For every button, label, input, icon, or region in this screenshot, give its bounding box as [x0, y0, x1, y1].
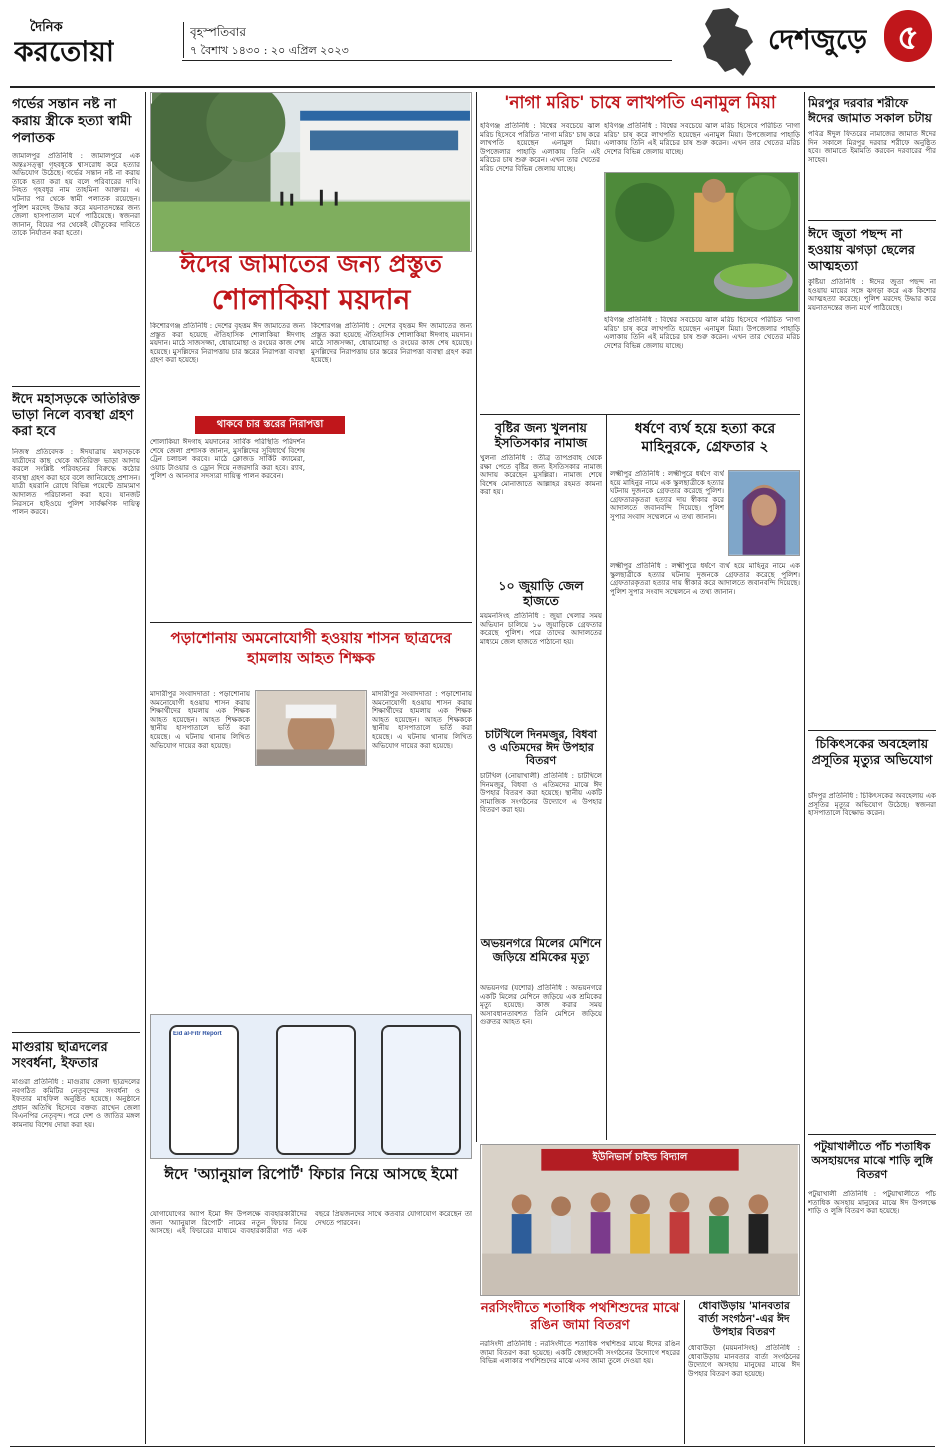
- story-magura: মাগুরা প্রতিনিধি : মাগুরায় জেলা ছাত্রদলের নবগঠিত কমিটির নেতৃবৃন্দের সংবর্ধনা ও ইফতার মাহফিল অনুষ্ঠিত হয়েছে। অনুষ্ঠানে প্রধান অতিথি হিসেবে বক্তব্য রাখেন জেলা বিএনপির নেতৃবৃন্দ। পরে দেশ ও জাতির মঙ্গল কামনায় বিশেষ দোয়া করা হয়।: [12, 1078, 140, 1129]
- sholakia-field-photo: [150, 92, 472, 252]
- story-naga-chili-2: হবিগঞ্জ প্রতিনিধি : বিশ্বের সবচেয়ে ঝাল মরিচ হিসেবে পরিচিত 'নাগা মরিচ' চাষ করে লাখপতি হয়েছেন এনামুল মিয়া। উপজেলার পাহাড়ি এলাকায় তিনি এই মরিচের চাষ শুরু করেন। এখন তার খেতের মরিচ দেশের বিভিন্ন জেলায় যাচ্ছে।: [604, 122, 800, 156]
- paper-logo: করতোয়া: [14, 35, 114, 68]
- headline-fare: ঈদে মহাসড়কে অতিরিক্ত ভাড়া নিলে ব্যবস্থা গ্রহণ করা হবে: [12, 392, 140, 439]
- headline-street-children: নরসিংদীতে শতাধিক পথশিশুদের মাঝে রঙিন জামা বিতরণ: [480, 1301, 680, 1333]
- bangladesh-map-icon: [695, 6, 765, 80]
- headline-mahinur: ধর্ষণে ব্যর্থ হয়ে হত্যা করে মাহিনুরকে, গ্রেফতার ২: [634, 421, 776, 455]
- headline-patuakhali: পটুয়াখালীতে পাঁচ শতাধিক অসহায়দের মাঝে শাড়ি লুঙ্গি বিতরণ: [811, 1140, 933, 1181]
- sholakia-pull-quote: থাকবে চার স্তরের নিরাপত্তা: [195, 416, 345, 434]
- headline-mirpur: মিরপুর দরবার শরীফে ঈদের জামাত সকাল চটায়: [808, 96, 932, 125]
- story-mahinur: লক্ষ্মীপুর প্রতিনিধি : লক্ষ্মীপুরে ধর্ষণে ব্যর্থ হয়ে মাহিনুর নামে এক স্কুলছাত্রীকে হত্যার ঘটনায় দুজনকে গ্রেফতার করেছে পুলিশ। গ্রেফতারকৃতরা হত্যার দায় স্বীকার করে আদালতে জবানবন্দি দিয়েছে। পুলিশ সুপার সংবাদ সম্মেলনে এ তথ্য জানান।: [610, 470, 724, 521]
- imo-feature-image: [150, 1014, 472, 1159]
- headline-shoe: ঈদে জুতা পছন্দ না হওয়ায় ঝগড়া ছেলের আত্মহত্যা: [808, 226, 915, 273]
- story-maternity: চাঁদপুর প্রতিনিধি : চিকিৎসকের অবহেলায় এক প্রসূতির মৃত্যুর অভিযোগ উঠেছে। স্বজনরা হাসপাতালে বিক্ষোভ করেন।: [808, 792, 936, 818]
- story-sholakia-2: শোলাকিয়া ঈদগাহ ময়দানের সার্বিক পরিস্থিতি পরিদর্শন শেষে জেলা প্রশাসক জানান, মুসল্লিদের সুবিধার্থে বিশেষ ট্রেন চলাচল করবে। মাঠে ক্লোজড সার্কিট ক্যামেরা, ওয়াচ টাওয়ার ও ড্রোন দিয়ে নজরদারি করা হবে। র‍্যাব, পুলিশ ও আনসার সদস্যরা দায়িত্ব পালন করবেন।: [150, 438, 305, 481]
- masthead: [0, 0, 945, 88]
- phone-report-label: Eid al-Fitr Report: [173, 1031, 222, 1037]
- headline-maternity: চিকিৎসকের অবহেলায় প্রসূতির মৃত্যুর অভিযোগ: [811, 736, 933, 767]
- headline-wife-murder: গর্ভের সন্তান নষ্ট না করায় স্ত্রীকে হত্যা স্বামী পলাতক: [12, 96, 132, 146]
- headline-naga-chili: 'নাগা মরিচ' চাষে লাখপতি এনামুল মিয়া: [504, 93, 776, 113]
- headline-imo: ঈদে 'অ্যানুয়াল রিপোর্ট' ফিচার নিয়ে আসছে ইমো: [164, 1165, 458, 1183]
- headline-dhobaura: ধোবাউড়ায় 'মানবতার বার্তা সংগঠন'-এর ঈদ উপহার বিতরণ: [698, 1300, 790, 1338]
- issue-date: ৭ বৈশাখ ১৪৩০ : ২০ এপ্রিল ২০২৩: [190, 44, 349, 57]
- story-patuakhali: পটুয়াখালী প্রতিনিধি : পটুয়াখালীতে পাঁচ শতাধিক অসহায় মানুষের মাঝে ঈদ উপলক্ষে শাড়ি ও লুঙ্গি বিতরণ করা হয়েছে।: [808, 1190, 936, 1216]
- story-sholakia-3: কিশোরগঞ্জ প্রতিনিধি : দেশের বৃহত্তম ঈদ জামাতের জন্য প্রস্তুত করা হয়েছে ঐতিহাসিক শোলাকিয়া ঈদগাহ ময়দান। মাঠে সাজসজ্জা, ধোয়ামোছা ও রংয়ের কাজ শেষ হয়েছে। মুসল্লিদের নিরাপত্তায় চার স্তরের নিরাপত্তা ব্যবস্থা গ্রহণ করা হয়েছে।: [311, 322, 472, 365]
- headline-teacher: পড়াশোনায় অমনোযোগী হওয়ায় শাসন ছাত্রদের হামলায় আহত শিক্ষক: [170, 629, 452, 667]
- phone-mockup-2: [276, 1025, 356, 1155]
- story-gamblers: ময়মনসিংহ প্রতিনিধি : জুয়া খেলার সময় অভিযান চালিয়ে ১০ জুয়াড়িকে গ্রেফতার করেছে পুলিশ। পরে তাদের আদালতের মাধ্যমে জেল হাজতে পাঠানো হয়।: [480, 612, 602, 646]
- victim-photo: [728, 470, 800, 556]
- injured-teacher-photo: [255, 690, 367, 766]
- issue-day: বৃহস্পতিবার: [190, 25, 246, 39]
- story-wife-murder: জামালপুর প্রতিনিধি : জামালপুরে এক অন্তঃসত্ত্বা গৃহবধূকে শ্বাসরোধ করে হত্যার অভিযোগ উঠেছে। গর্ভের সন্তান নষ্ট না করায় তাকে হত্যা করা হয় বলে পরিবারের দাবি। নিহত গৃহবধূর নাম তাহমিনা আক্তার। এ ঘটনার পর থেকে স্বামী পলাতক রয়েছেন। পুলিশ মরদেহ উদ্ধার করে ময়নাতদন্তের জন্য জেলা হাসপাতাল মর্গে পাঠিয়েছে। স্বজনরা জানান, বিয়ের পর থেকেই যৌতুকের দাবিতে তাকে নির্যাতন করা হতো।: [12, 152, 140, 238]
- story-naga-chili-3: হবিগঞ্জ প্রতিনিধি : বিশ্বের সবচেয়ে ঝাল মরিচ হিসেবে পরিচিত 'নাগা মরিচ' চাষ করে লাখপতি হয়েছেন এনামুল মিয়া। উপজেলার পাহাড়ি এলাকায় তিনি এই মরিচের চাষ শুরু করেন। এখন তার খেতের মরিচ দেশের বিভিন্ন জেলায় যাচ্ছে।: [604, 316, 800, 350]
- story-dhobaura: ধোবাউড়া (ময়মনসিংহ) প্রতিনিধি : ধোবাউড়ায় মানবতার বার্তা সংগঠনের উদ্যোগে অসহায় মানুষের মাঝে ঈদ উপহার বিতরণ করা হয়েছে।: [688, 1344, 800, 1378]
- story-teacher: মাদারীপুর সংবাদদাতা : পড়াশোনায় অমনোযোগী হওয়ায় শাসন করায় শিক্ষার্থীদের হামলায় এক শিক্ষক আহত হয়েছেন। আহত শিক্ষককে স্থানীয় হাসপাতালে ভর্তি করা হয়েছে। এ ঘটনায় থানায় লিখিত অভিযোগ দায়ের করা হয়েছে।: [150, 690, 250, 750]
- headline-istisqa: বৃষ্টির জন্য খুলনায় ইসতিসকার নামাজ: [494, 420, 588, 450]
- headline-gamblers: ১০ জুয়াড়ি জেল হাজতে: [498, 578, 584, 608]
- chili-farmer-photo: [604, 172, 800, 312]
- page-number: ৫: [897, 18, 920, 58]
- story-teacher-cont: মাদারীপুর সংবাদদাতা : পড়াশোনায় অমনোযোগী হওয়ায় শাসন করায় শিক্ষার্থীদের হামলায় এক শিক্ষক আহত হয়েছেন। আহত শিক্ষককে স্থানীয় হাসপাতালে ভর্তি করা হয়েছে। এ ঘটনায় থানায় লিখিত অভিযোগ দায়ের করা হয়েছে।: [372, 690, 472, 750]
- sholakia-headline-2: শোলাকিয়া ময়দান: [211, 284, 411, 316]
- story-chatkhil: চাটখিল (নোয়াখালী) প্রতিনিধি : চাটখিলে দিনমজুর, বিধবা ও এতিমদের মাঝে ঈদ উপহার বিতরণ করা হয়েছে। স্থানীয় একটি সামাজিক সংগঠনের উদ্যোগে এ উপহার বিতরণ করা হয়।: [480, 772, 602, 815]
- story-shoe: কুষ্টিয়া প্রতিনিধি : ঈদের জুতা পছন্দ না হওয়ায় মায়ের সঙ্গে ঝগড়া করে এক কিশোর আত্মহত্যা করেছে। পুলিশ মরদেহ উদ্ধার করে ময়নাতদন্তের জন্য মর্গে পাঠিয়েছে।: [808, 278, 936, 312]
- story-istisqa: খুলনা প্রতিনিধি : তীব্র তাপপ্রবাহ থেকে রক্ষা পেতে বৃষ্টির জন্য ইসতিসকার নামাজ আদায় করেছেন মুসল্লিরা। নামাজ শেষে বিশেষ মোনাজাতে আল্লাহর রহমত কামনা করা হয়।: [480, 454, 602, 497]
- story-mill-worker: অভয়নগর (যশোর) প্রতিনিধি : অভয়নগরে একটি মিলের মেশিনে জড়িয়ে এক শ্রমিকের মৃত্যু হয়েছে। কাজ করার সময় অসাবধানতাবশত তিনি মেশিনে জড়িয়ে গুরুতর আহত হন।: [480, 984, 602, 1027]
- phone-mockup-1: [169, 1025, 239, 1155]
- story-fare: নিজস্ব প্রতিবেদক : ঈদযাত্রায় মহাসড়কে যাত্রীদের কাছ থেকে অতিরিক্ত ভাড়া আদায় করলে সংশ্লিষ্ট পরিবহনের বিরুদ্ধে কঠোর ব্যবস্থা গ্রহণ করা হবে বলে জানিয়েছে প্রশাসন। যাত্রী হয়রানি রোধে বিভিন্ন পয়েন্টে ভ্রাম্যমাণ আদালত পরিচালনা করা হবে। যানজট নিরসনে হাইওয়ে পুলিশ সার্বক্ষণিক দায়িত্ব পালন করবে।: [12, 448, 140, 517]
- story-sholakia-1: কিশোরগঞ্জ প্রতিনিধি : দেশের বৃহত্তম ঈদ জামাতের জন্য প্রস্তুত করা হয়েছে ঐতিহাসিক শোলাকিয়া ঈদগাহ ময়দান। মাঠে সাজসজ্জা, ধোয়ামোছা ও রংয়ের কাজ শেষ হয়েছে। মুসল্লিদের নিরাপত্তায় চার স্তরের নিরাপত্তা ব্যবস্থা গ্রহণ করা হয়েছে।: [150, 322, 305, 365]
- photo-banner-text: ইউনিভার্স চাইল্ড বিদ্যাল: [592, 1152, 688, 1163]
- sholakia-headline-1: ঈদের জামাতের জন্য প্রস্তুত: [180, 250, 442, 278]
- headline-mill-worker: অভয়নগরে মিলের মেশিনে জড়িয়ে শ্রমিকের মৃত্যু: [480, 936, 602, 964]
- story-street-children: নরসিংদী প্রতিনিধি : নরসিংদীতে শতাধিক পথশিশুর মাঝে ঈদের রঙিন জামা বিতরণ করা হয়েছে। একটি স্বেচ্ছাসেবী সংগঠনের উদ্যোগে শহরের বিভিন্ন এলাকার পথশিশুদের মাঝে এসব জামা তুলে দেওয়া হয়।: [480, 1340, 680, 1366]
- headline-magura: মাগুরায় ছাত্রদলের সংবর্ধনা, ইফতার: [12, 1040, 108, 1071]
- headline-chatkhil: চাটখিলে দিনমজুর, বিধবা ও এতিমদের ঈদ উপহার বিতরণ: [485, 728, 597, 767]
- story-mahinur-2: লক্ষ্মীপুর প্রতিনিধি : লক্ষ্মীপুরে ধর্ষণে ব্যর্থ হয়ে মাহিনুর নামে এক স্কুলছাত্রীকে হত্যার ঘটনায় দুজনকে গ্রেফতার করেছে পুলিশ। গ্রেফতারকৃতরা হত্যার দায় স্বীকার করে আদালতে জবানবন্দি দিয়েছে। পুলিশ সুপার সংবাদ সম্মেলনে এ তথ্য জানান।: [610, 562, 800, 596]
- section-title: দেশজুড়ে: [768, 23, 867, 56]
- story-mirpur: পবিত্র ঈদুল ফিতরের নামাজের জামাত ঈদের দিন সকালে মিরপুর দরবার শরীফে অনুষ্ঠিত হবে। জামাতে ইমামতি করবেন দরবারের পীর সাহেব।: [808, 130, 936, 164]
- paper-logo-small: দৈনিক: [30, 20, 63, 35]
- phone-mockup-3: [381, 1025, 461, 1155]
- story-imo: যোগাযোগের অ্যাপ ইমো ঈদ উপলক্ষে ব্যবহারকারীদের জন্য 'অ্যানুয়াল রিপোর্ট' নামের নতুন ফিচার নিয়ে আসছে। এই ফিচারের মাধ্যমে ব্যবহারকারীরা গত এক বছরে প্রিয়জনদের সাথে কতবার যোগাযোগ করেছেন তা দেখতে পারবেন।: [150, 1210, 472, 1236]
- story-naga-chili: হবিগঞ্জ প্রতিনিধি : বিশ্বের সবচেয়ে ঝাল মরিচ হিসেবে পরিচিত 'নাগা মরিচ' চাষ করে লাখপতি হয়েছেন এনামুল মিয়া। উপজেলার পাহাড়ি এলাকায় তিনি এই মরিচের চাষ শুরু করেন। এখন তার খেতের মরিচ দেশের বিভিন্ন জেলায় যাচ্ছে।: [480, 122, 600, 173]
